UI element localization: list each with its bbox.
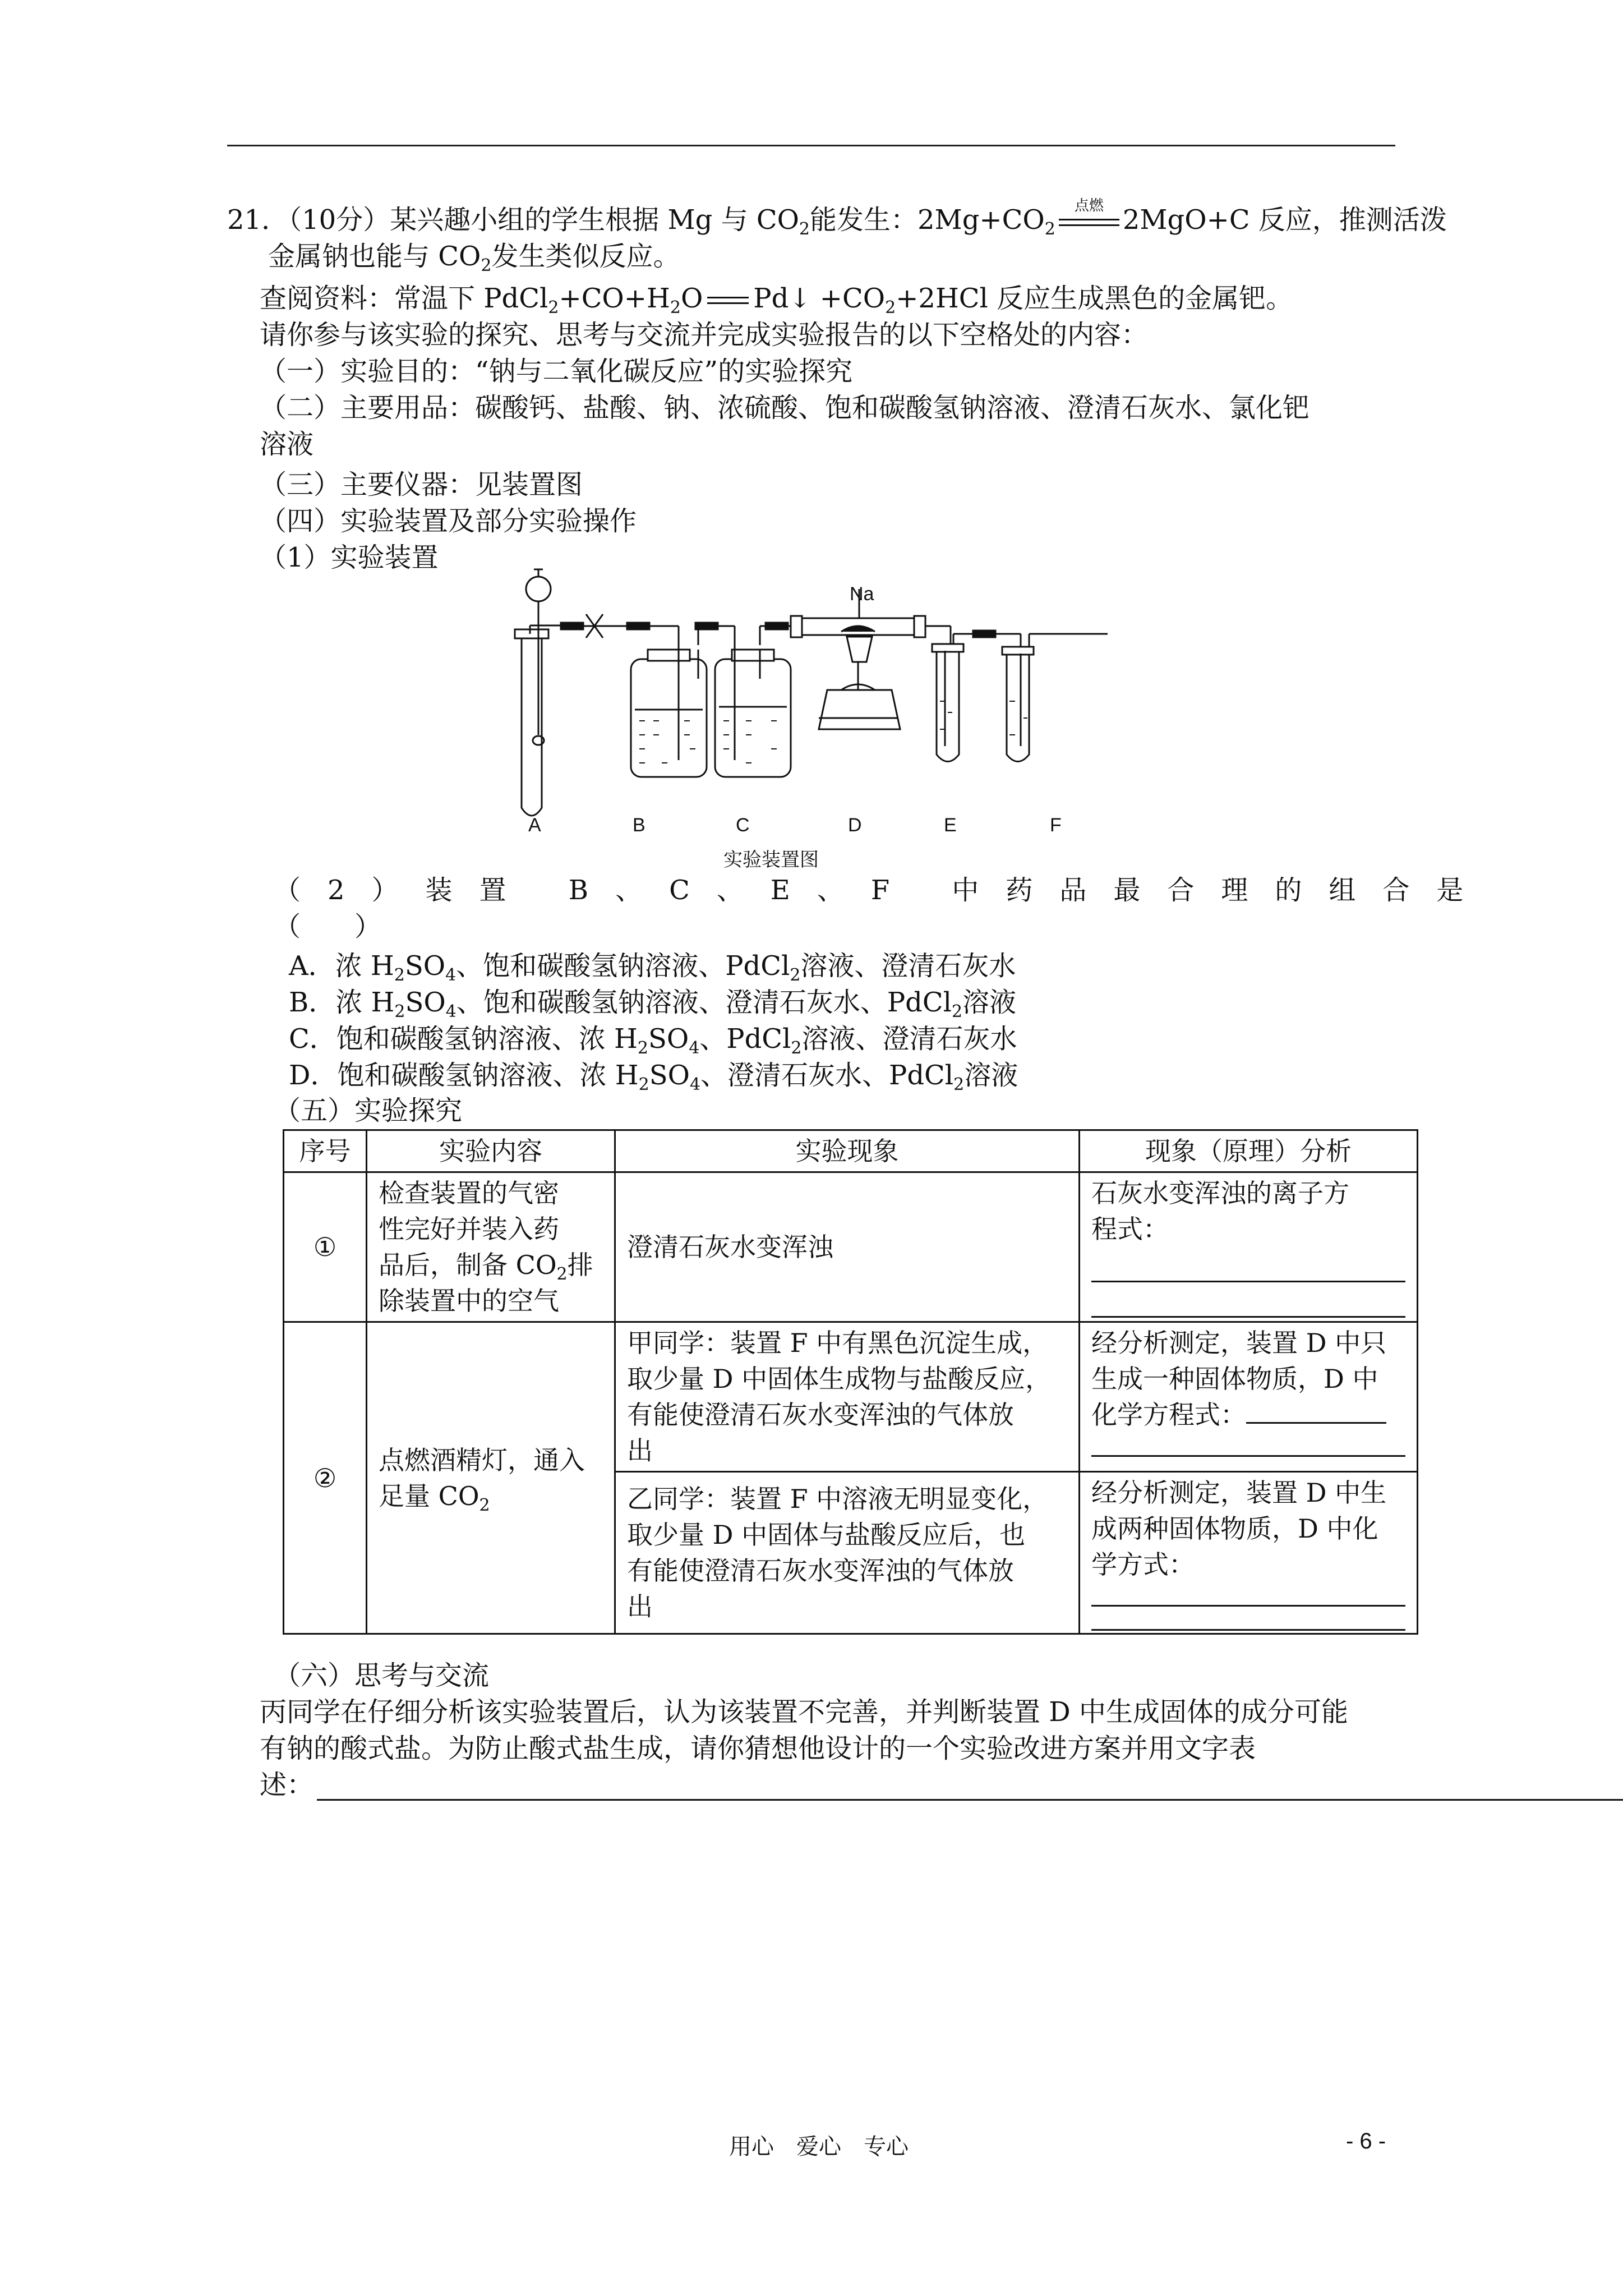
label-b: B — [633, 815, 645, 836]
row2-jia-analysis: 经分析测定，装置 D 中只 生成一种固体物质，D 中 化学方程式： — [1080, 1322, 1418, 1472]
subsection-1: （1）实验装置 — [260, 542, 439, 573]
option-c[interactable]: C．饱和碳酸氢钠溶液、浓 $H_2SO_4$、PdCl$_2$溶液、澄清石灰水 — [289, 1023, 1017, 1058]
apparatus-b — [631, 623, 721, 777]
option-d[interactable]: D．饱和碳酸氢钠溶液、浓 $H_2SO_4$、澄清石灰水、PdCl$_2$溶液 — [289, 1060, 1018, 1094]
table-row — [284, 1172, 1418, 1322]
na-label: Na — [850, 583, 874, 605]
figure-caption: 实验装置图 — [723, 849, 819, 871]
answer-blank[interactable] — [1091, 1607, 1405, 1631]
row1-phenomenon: 澄清石灰水变浑浊 — [615, 1172, 1080, 1322]
subsection-2-line-2: （ ） — [274, 911, 382, 942]
answer-blank[interactable] — [1091, 1582, 1405, 1607]
answer-blank[interactable] — [317, 1799, 1623, 1801]
subsection-2-line-1: （2）装置 B、C、E、F 中药品最合理的组合是 — [274, 875, 1491, 906]
header-rule — [227, 145, 1395, 146]
header-no: 序号 — [284, 1130, 367, 1172]
question-line-2: 金属钠也能与 $CO_2$发生类似反应。 — [268, 241, 680, 275]
section-2-line-1: （二）主要用品：碳酸钙、盐酸、钠、浓硫酸、饱和碳酸氢钠溶液、澄清石灰水、氯化钯 — [260, 392, 1310, 424]
label-d: D — [848, 815, 862, 836]
row2-yi-phenomenon: 乙同学：装置 F 中溶液无明显变化， 取少量 D 中固体与盐酸反应后，也 有能使澄清石灰水变浑浊的气体放 出 — [615, 1472, 1080, 1634]
apparatus-c — [715, 623, 796, 777]
section-6-line-2: 有钠的酸式盐。为防止酸式盐生成，请你猜想他设计的一个实验改进方案并用文字表 — [260, 1733, 1256, 1764]
section-4: （四）实验装置及部分实验操作 — [260, 505, 637, 537]
section-1: （一）实验目的：“钠与二氧化碳反应”的实验探究 — [260, 356, 853, 387]
section-5: （五）实验探究 — [274, 1095, 463, 1126]
row2-content: 点燃酒精灯，通入 足量 $CO_2$ — [367, 1322, 615, 1634]
answer-blank[interactable] — [1246, 1400, 1386, 1424]
row1-analysis: 石灰水变浑浊的离子方 程式： — [1080, 1172, 1418, 1322]
header-analysis: 现象（原理）分析 — [1080, 1130, 1418, 1172]
apparatus-d — [791, 589, 951, 729]
option-b[interactable]: B．浓 $H_2SO_4$、饱和碳酸氢钠溶液、澄清石灰水、PdCl$_2$溶液 — [289, 987, 1017, 1022]
label-e: E — [944, 815, 957, 836]
row2-no: ② — [284, 1322, 367, 1634]
label-c: C — [736, 815, 750, 836]
row2-jia-phenomenon: 甲同学：装置 F 中有黑色沉淀生成， 取少量 D 中固体生成物与盐酸反应， 有能使澄清石灰水变浑浊的气体放 出 — [615, 1322, 1080, 1472]
apparatus-a — [515, 569, 649, 816]
header-phenomenon: 实验现象 — [615, 1130, 1080, 1172]
label-a: A — [528, 815, 541, 836]
section-6-line-3: 述： — [260, 1769, 314, 1801]
apparatus-diagram — [505, 567, 1116, 881]
section-6-line-1: 丙同学在仔细分析该实验装置后，认为该装置不完善，并判断装置 D 中生成固体的成分可能 — [260, 1696, 1349, 1728]
row1-content: 检查装置的气密 性完好并装入药 品后，制备 $CO_2$排 除装置中的空气 — [367, 1172, 615, 1322]
answer-blank[interactable] — [1091, 1433, 1405, 1457]
label-f: F — [1050, 815, 1062, 836]
answer-blank[interactable] — [1091, 1282, 1405, 1318]
section-2-line-2: 溶液 — [260, 429, 314, 460]
row1-no: ① — [284, 1172, 367, 1322]
question-line-1: 21．（10分）某兴趣小组的学生根据 Mg 与 $CO_2$能发生：$2Mg+CO_2$ 点燃 2MgO+C 反应，推测活泼 — [227, 197, 1447, 239]
instruction: 请你参与该实验的探究、思考与交流并完成实验报告的以下空格处的内容： — [260, 319, 1149, 351]
header-content: 实验内容 — [367, 1130, 615, 1172]
option-a[interactable]: A．浓 $H_2SO_4$、饱和碳酸氢钠溶液、PdCl$_2$溶液、澄清石灰水 — [289, 950, 1016, 985]
section-3: （三）主要仪器：见装置图 — [260, 469, 583, 500]
experiment-table — [283, 1129, 1418, 1635]
apparatus-f — [1002, 634, 1108, 762]
reaction-arrow: 点燃 — [1055, 211, 1123, 233]
table-row — [284, 1322, 1418, 1472]
reference-info: 查阅资料：常温下 $PdCl_2+CO+H_2O$ Pd↓ $+CO_2+2HCl$ 反应生成黑色的金属钯。 — [260, 283, 1293, 318]
page-number: - 6 - — [1346, 2129, 1386, 2154]
row2-yi-analysis: 经分析测定，装置 D 中生 成两种固体物质，D 中化 学方式： — [1080, 1472, 1418, 1634]
answer-blank[interactable] — [1091, 1247, 1405, 1282]
section-6: （六）思考与交流 — [274, 1660, 490, 1691]
footer-motto: 用心 爱心 专心 — [729, 2134, 909, 2160]
